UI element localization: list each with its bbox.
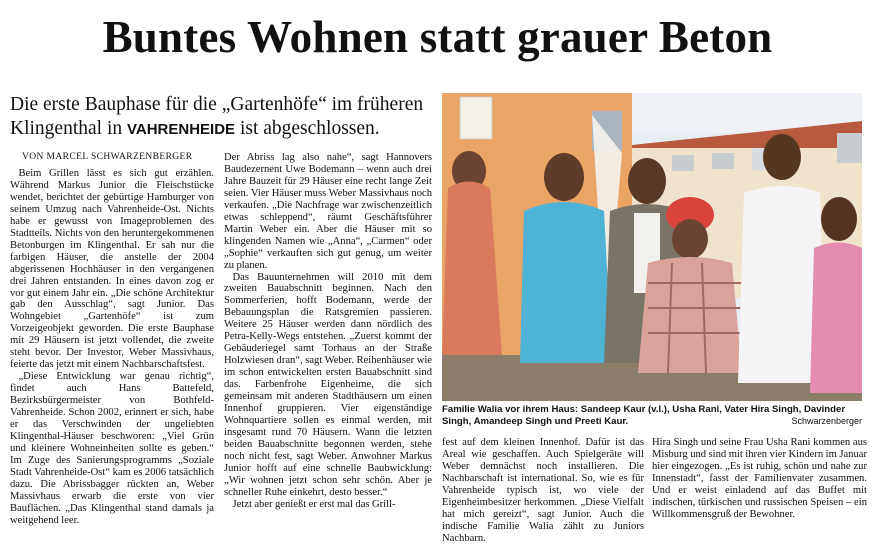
article-column-3: [442, 437, 644, 553]
article-column-2: [224, 152, 432, 553]
subheadline-district: VAHRENHEIDE: [126, 121, 236, 138]
subheadline: [10, 93, 430, 142]
paragraph: „Diese Entwicklung war genau richtig“, findet auch Hans Battefeld, Bezirksbürgermeister von Bothfeld-Vahrenheide. Schon 2002, erinnert er sich, habe er das Verschwinden der ungeliebten Klingenthal-Häuser beschworen: „Viel Grün und kleinere Wohneinheiten sollte es geben.“ Im Zuge des Sanierungsprogramms „Soziale Stadt Vahrenheide-Ost“ kam es 2006 tatsächlich dazu. Die Abrissbagger rückten an, Weber Massivhaus erwarb die erste von vier Bauflächen. „Das Klingenthal stand damals ja weitgehend leer.: [10, 371, 214, 526]
paragraph: Jetzt aber genießt er erst mal das Grill-: [232, 498, 396, 510]
article-column-4: [652, 437, 867, 553]
article-column-1: [10, 168, 214, 553]
headline: Buntes Wohnen statt grauer Beton: [102, 12, 773, 62]
paragraph: Hira Singh und seine Frau Usha Rani kommen aus Misburg und sind mit ihren vier Kindern im Januar hier eingezogen. „Es ist ruhig, schön und nahe zur Innenstadt“, fasst der Familienvater zusammen. Und er weist einladend auf das Buffet mit indischen, türkischen und russischen Speisen – ein Willkommensgruß der Bewohner.: [652, 437, 867, 520]
subheadline-text-after: ist abgeschlossen.: [235, 118, 380, 139]
paragraph: Beim Grillen lässt es sich gut erzählen. Während Markus Junior die Fleischstücke wendet, berichtet der gebürtige Hamburger von seinem Umzug nach Vahrenheide-Ost. Nichts habe er gewusst von Imageproblemen des Stadtteils. Nichts von den heruntergekommenen Betonburgen im Klingenthal. Er sah nur die farbigen Häuser, die anstelle der 2004 abgerissenen Hochhäuser in den vergangenen drei Jahren entstanden. In eines davon zog er vor gut einem Jahr ein. „Die schöne Architektur gab den Ausschlag“, sagt Junior. Das Wohngebiet „Gartenhöfe“ ist zum Vorzeigeobjekt geworden. Die erste Bauphase mit 29 Häusern ist jetzt vollendet, die zweite steht bevor. Der Investor, Weber Massivhaus, feierte das jetzt mit einem Nachbarschaftsfest.: [10, 168, 214, 371]
family-photo-image: [442, 93, 862, 401]
paragraph: Das Bauunternehmen will 2010 mit dem zweiten Bauabschnitt beginnen. Nach den Sommerferien, hofft Bodemann, werde der Bebauungsplan die Ratsgremien passieren. Weitere 25 Häuser werden dann nördlich des Petra-Kelly-Wegs entstehen. „Zuerst kommt der Gebäuderiegel samt Torhaus an der Straße Holzwiesen dran“, sagt Weber. Reihenhäuser wie im schon entwickelten ersten Bauabschnitt sind das. Farbenfrohe Eigenheime, die sich gemeinsam mit anderen Stadthäusern um einen Innenhof gruppieren. Vier eigenständige Wohnquartiere sollen es einmal werden, mit insgesamt rund 70 Häusern. Wann die letzten beiden Bauabschnitte begonnen werden, stehe noch nicht fest, sagt Weber. Anwohner Markus Junior hofft auf eine schnelle Baubwicklung: „Wir wohnen jetzt schon sehr schön. Aber je schneller Ruhe einkehrt, desto besser.“: [224, 271, 432, 498]
photo-caption: Familie Walia vor ihrem Haus: Sandeep Kaur (v.l.), Usha Rani, Vater Hira Singh, Davinder Singh, Amandeep Singh und Preeti Kaur.: [442, 404, 846, 427]
paragraph: Der Abriss lag also nahe“, sagt Hannovers Baudezernent Uwe Bodemann – wenn auch drei Jahre Bauzeit für 29 Häuser eine recht lange Zeit seien. Vier Häuser muss Weber Massivhaus noch verkaufen. „Die Nachfrage war zwischenzeitlich etwas schleppend“, räumt Geschäftsführer Martin Weber ein. Aber die Häuser mit so klingenden Namen wie „Anna“, „Carmen“ oder „Sophie“ verkauften sich gut genug, um weiter zu planen.: [224, 152, 432, 271]
photo-credit: Schwarzenberger: [791, 416, 862, 426]
byline: VON MARCEL SCHWARZENBERGER: [22, 152, 193, 162]
paragraph: fest auf dem kleinen Innenhof. Dafür ist das Areal wie geschaffen. Auch Spielgeräte will Weber demnächst noch installieren. Die Nachbarschaft ist international. So, wie es für Vahrenheide typisch ist, wo viele der Eigenheimbesitzer herkommen. „Diese Vielfalt hat mich gereizt“, sagt Junior. Auch die indische Familie Walia zählt zu Juniors Nachbarn.: [442, 437, 644, 544]
family-photo: [442, 93, 862, 401]
subheadline-text-before: Die erste Bauphase für die „Gartenhöfe“ im früheren Klingenthal in: [10, 94, 424, 139]
